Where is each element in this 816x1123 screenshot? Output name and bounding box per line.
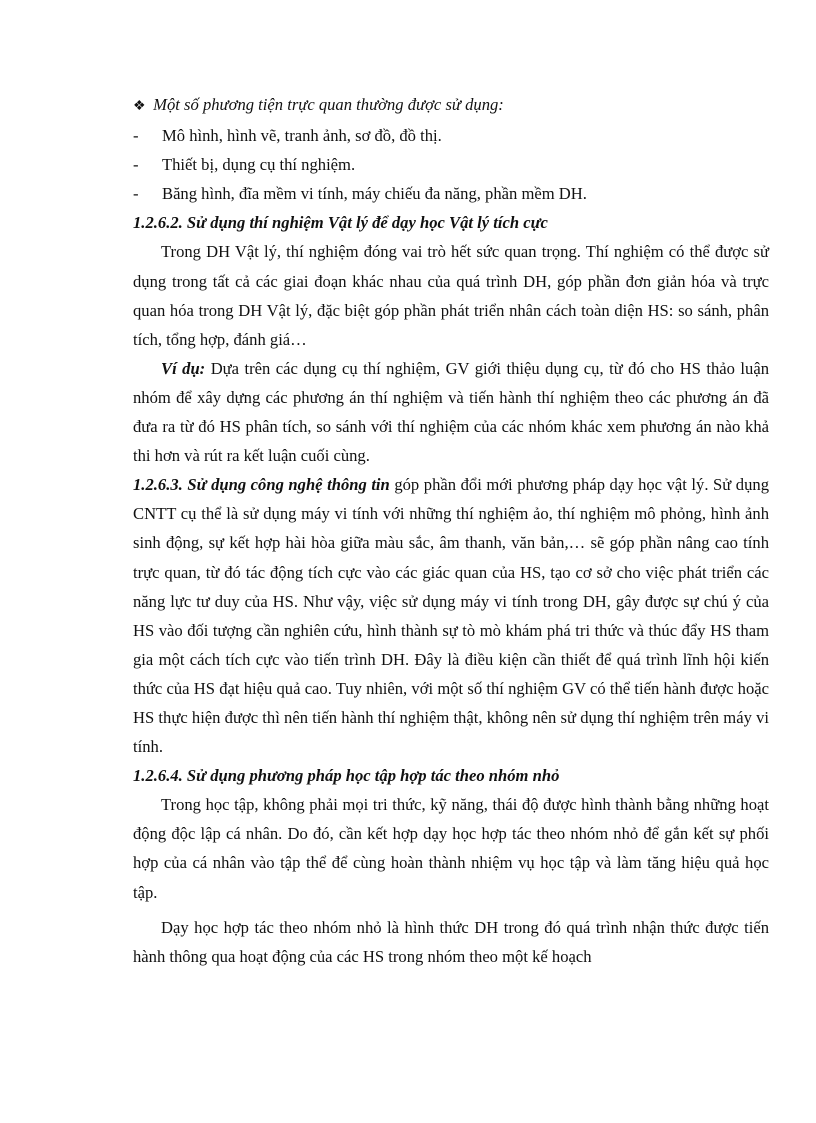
paragraph-physics-experiment: Trong DH Vật lý, thí nghiệm đóng vai trò hết sức quan trọng. Thí nghiệm có thể được sử dụng trong tất cả các giai đoạn khác nhau của quá trình DH, góp phần đơn giản hóa và trực quan hóa trong DH Vật lý, đặc biệt góp phần phát triển nhân cách toàn diện HS: so sánh, phân tích, tổng hợp, đánh giá…	[133, 242, 769, 349]
list-item	[133, 179, 769, 208]
dash-bullet: -	[133, 184, 139, 204]
list-item	[133, 150, 769, 179]
example-body: Dựa trên các dụng cụ thí nghiệm, GV giới thiệu dụng cụ, từ đó cho HS thảo luận nhóm để xây dựng các phương án thí nghiệm và tiến hành thí nghiệm theo các phương án đã đưa ra từ đó HS phân tích, so sánh với thí nghiệm của các nhóm khác xem phương án nào khả thi hơn và rút ra kết luận cuối cùng.	[133, 358, 769, 466]
list-item-text: Băng hình, đĩa mềm vi tính, máy chiếu đa năng, phần mềm DH.	[162, 184, 587, 204]
paragraph-it-usage	[133, 470, 769, 761]
page-content	[133, 90, 769, 971]
diamond-bullet-icon: ❖	[133, 99, 146, 114]
section-heading-1264: 1.2.6.4. Sử dụng phương pháp học tập hợp tác theo nhóm nhỏ	[133, 766, 560, 786]
intro-line	[133, 90, 769, 121]
paragraph-example	[133, 354, 769, 470]
list-item-text: Thiết bị, dụng cụ thí nghiệm.	[162, 155, 356, 175]
dash-bullet: -	[133, 126, 139, 146]
intro-label: Một số phương tiện trực quan thường được sử dụng:	[153, 95, 504, 114]
dash-bullet: -	[133, 155, 139, 175]
example-label: Ví dụ:	[161, 358, 206, 378]
section-heading-1262: 1.2.6.2. Sử dụng thí nghiệm Vật lý để dạy học Vật lý tích cực	[133, 213, 548, 233]
list-item-text: Mô hình, hình vẽ, tranh ảnh, sơ đồ, đồ thị.	[162, 126, 442, 146]
paragraph-cooperative-learning: Trong học tập, không phải mọi tri thức, kỹ năng, thái độ được hình thành bằng những hoạt động độc lập cá nhân. Do đó, cần kết hợp dạy học hợp tác theo nhóm nhỏ để gắn kết sự phối hợp của cá nhân vào tập thể để cùng hoàn thành nhiệm vụ học tập và làm tăng hiệu quả học tập.	[133, 795, 769, 902]
it-usage-body: góp phần đổi mới phương pháp dạy học vật lý. Sử dụng CNTT cụ thể là sử dụng máy vi tính với những thí nghiệm ảo, thí nghiệm mô phỏng, hình ảnh sinh động, sự kết hợp hài hòa giữa màu sắc, âm thanh, văn bản,… sẽ góp phần nâng cao tính trực quan, từ đó tác động tích cực vào các giác quan của HS, tạo cơ sở cho việc phát triển các năng lực tư duy của HS. Như vậy, việc sử dụng máy vi tính trong DH, gây được sự chú ý của HS vào đối tượng cần nghiên cứu, hình thành sự tò mò khám phá tri thức và thúc đẩy HS tham gia một cách tích cực vào tiến trình DH. Đây là điều kiện cần thiết để quá trình lĩnh hội kiến thức của HS đạt hiệu quả cao. Tuy nhiên, với một số thí nghiệm GV có thể tiến hành được hoặc HS thực hiện được thì nên tiến hành thí nghiệm thật, không nên sử dụng thí nghiệm trên máy vi tính.	[133, 475, 769, 757]
section-heading-1263: 1.2.6.3. Sử dụng công nghệ thông tin	[133, 475, 390, 495]
list-item	[133, 121, 769, 150]
paragraph-small-group-definition: Dạy học hợp tác theo nhóm nhỏ là hình thức DH trong đó quá trình nhận thức được tiến hành thông qua hoạt động của các HS trong nhóm theo một kế hoạch	[133, 917, 769, 966]
